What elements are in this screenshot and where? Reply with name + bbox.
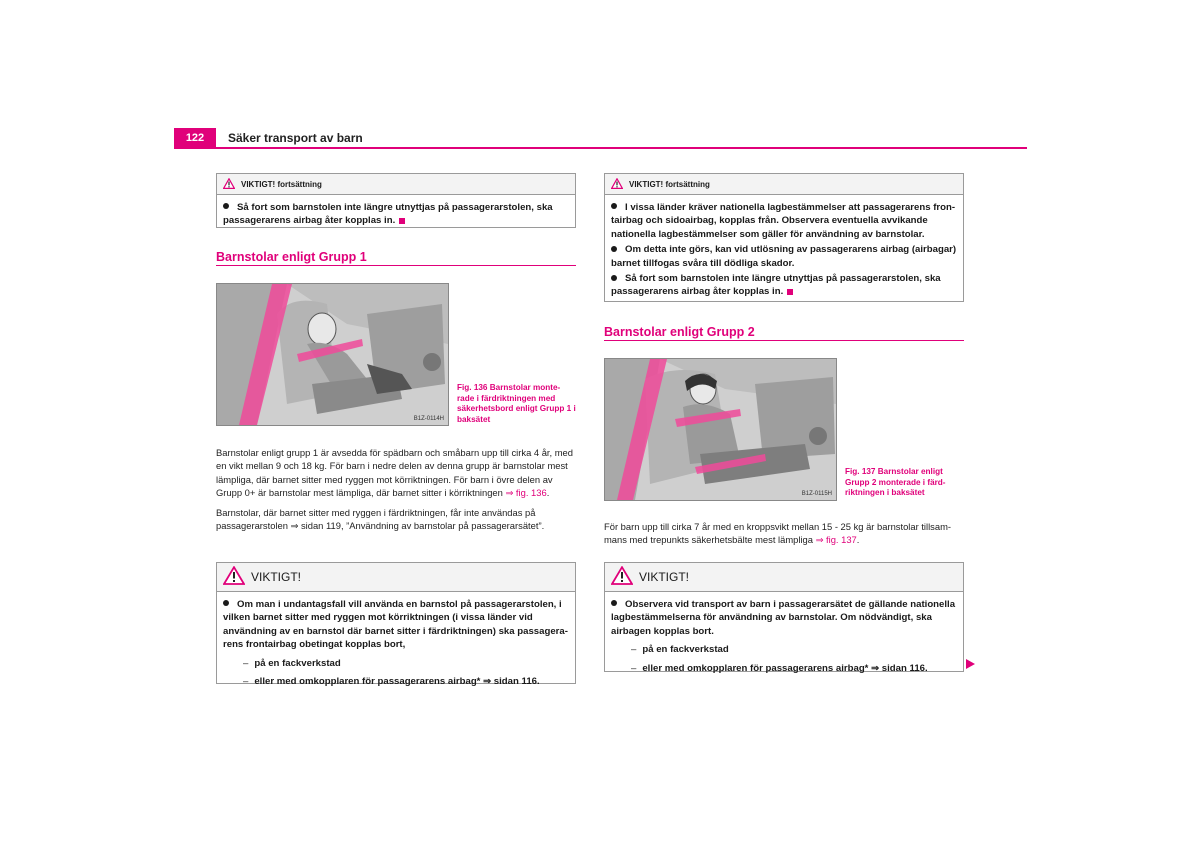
figure-link[interactable]: ⇒ fig. 136 [505, 487, 547, 499]
warning-header [605, 563, 963, 592]
paragraph: Barnstolar enligt grupp 1 är avsedda för spädbarn och småbarn upp till cirka 4 år, med en vikt mellan 9 och 18 kg. För barn i nedre delen av denna grupp är barnstolar mest lämpliga, där barnet sitter med ryggen mot körriktningen. För barn i övre delen av Grupp 0+ är barnstolar mest lämpliga, där barnet sitter i körriktningen ⇒ fig. 136. [216, 447, 573, 499]
warning-box-left [216, 562, 576, 688]
warning-title: VIKTIGT! [639, 570, 690, 584]
figure-136-image [216, 283, 449, 426]
figure-link[interactable]: ⇒ fig. 137 [815, 534, 857, 546]
warning-header [217, 174, 575, 195]
warning-body [217, 592, 575, 692]
end-marker-icon [787, 289, 793, 295]
warning-title: VIKTIGT! [251, 570, 302, 584]
figure-code: B1Z-0114H [413, 416, 444, 422]
bullet-icon [611, 275, 617, 281]
warning-item: Observera vid transport av barn i passagerarsätet de gällande nationella lagbestämmelserna för användning av barnstolar. Om nödvändigt, ska airbagen kopplas bort. [611, 599, 956, 637]
warning-item: Om detta inte görs, kan vid utlösning av passagerarens airbag (airbagar) barnet tillfogas svåra till dödliga skador. [611, 244, 957, 269]
warning-continued-box-right [604, 173, 964, 302]
end-marker-icon [399, 218, 405, 224]
warning-item: Om man i undantagsfall vill använda en barnstol på passagerarstolen, i vilken barnet sitter med ryggen mot körriktningen (i vissa länder vid användning av en barnstol där barnet sitter i färdriktningen) ska passagera- rens frontairbag obetingat kopplas bort, [223, 599, 568, 651]
warning-item: Så fort som barnstolen inte längre utnyttjas på passagerarstolen, ska passagerarens airbag åter kopplas in. [611, 273, 941, 298]
figure-137-image [604, 358, 837, 501]
bullet-icon [223, 600, 229, 606]
dash-item: – eller med omkopplaren för passagerarens airbag* ⇒ sidan 116. [631, 662, 928, 674]
figure-137-caption: Fig. 137 Barnstolar enligt Grupp 2 monterade i färd- riktningen i baksätet [845, 467, 946, 497]
section-rule [604, 340, 964, 341]
warning-body [605, 195, 963, 305]
header-rule [174, 147, 1027, 149]
warning-body [605, 592, 963, 679]
paragraph: För barn upp till cirka 7 år med en kroppsvikt mellan 15 - 25 kg är barnstolar tillsam- mans med trepunkts säkerhetsbälte mest lämpliga ⇒ fig. 137. [604, 521, 952, 546]
warning-header [217, 563, 575, 592]
warning-continued-box-left [216, 173, 576, 228]
bullet-icon [611, 600, 617, 606]
dash-item: – eller med omkopplaren för passagerarens airbag* ⇒ sidan 116. [243, 676, 540, 688]
warning-title: VIKTIGT! fortsättning [241, 179, 322, 189]
page-title: Säker transport av barn [228, 131, 363, 145]
section-rule [216, 265, 576, 266]
warning-item: Så fort som barnstolen inte längre utnyttjas på passagerarstolen, ska passagerarens airbag åter kopplas in. [223, 202, 553, 227]
paragraph: Barnstolar, där barnet sitter med ryggen i färdriktningen, får inte användas på passagerarstolen ⇒ sidan 119, ”Användning av barnstolar på passagerarsätet”. [216, 506, 545, 532]
dash-item: – på en fackverkstad [243, 657, 341, 669]
warning-box-right [604, 562, 964, 672]
bullet-icon [223, 203, 229, 209]
child-seat-group1-illustration [217, 284, 448, 425]
page-number: 122 [174, 128, 216, 148]
warning-triangle-icon [611, 566, 633, 588]
bullet-icon [611, 246, 617, 252]
warning-triangle-icon [223, 566, 245, 588]
body-text-left [216, 446, 578, 538]
body-text-right [604, 520, 966, 553]
warning-title: VIKTIGT! fortsättning [629, 179, 710, 189]
section-heading-grupp2: Barnstolar enligt Grupp 2 [604, 325, 755, 339]
bullet-icon [611, 203, 617, 209]
child-seat-group2-illustration [605, 359, 836, 500]
dash-item: – på en fackverkstad [631, 644, 729, 656]
figure-code: B1Z-0115H [801, 491, 832, 497]
figure-136-caption: Fig. 136 Barnstolar monte- rade i färdriktningen med säkerhetsbord enligt Grupp 1 i baksätet [457, 383, 576, 424]
warning-triangle-icon [223, 178, 235, 191]
section-heading-grupp1: Barnstolar enligt Grupp 1 [216, 250, 367, 264]
next-page-arrow-icon [966, 656, 975, 674]
warning-triangle-icon [611, 178, 623, 191]
warning-item: I vissa länder kräver nationella lagbestämmelser att passagerarens fron- tairbag och sidoairbag, kopplas från. Observera eventuella avvikande nationella lagbestämmelser som gäller för användning av barnstolar. [611, 202, 956, 240]
warning-header [605, 174, 963, 195]
warning-body [217, 195, 575, 234]
